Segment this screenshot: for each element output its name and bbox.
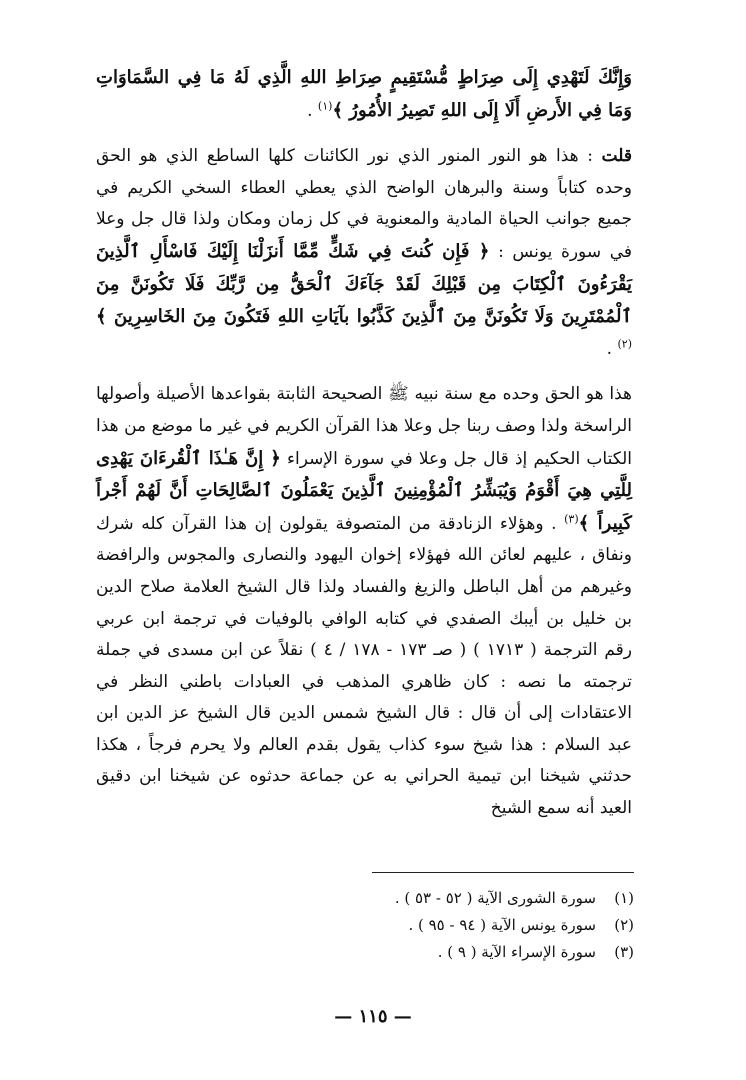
quran-verse: وَإِنَّكَ لَتَهْدِي إِلَى صِرَاطٍ مُّسْتَقِيمٍ صِرَاطِ اللهِ الَّذِي لَهُ مَا فِي السَّمَاوَاتِ وَمَا فِي الأَرضِ أَلَا إِلَى اللهِ تَصِيرُ الأُمُورُ ﴾ (96, 67, 632, 121)
footnote-number: (١) (614, 889, 634, 907)
paragraph-3 (96, 379, 632, 824)
footnote-number: (٣) (614, 943, 634, 961)
footnote-text: سورة الإسراء الآية ( ٩ ) . (437, 943, 596, 961)
paragraph-text: . وهؤلاء الزنادقة من المتصوفة يقولون إن هذا القرآن كله شرك ونفاق ، عليهم لعائن الله فهؤلاء إخوان اليهود والنصارى والمجوس والرافضة وغيرهم من أهل الباطل والزيغ والفساد ولذا قال الشيخ العلامة صلاح الدين بن خليل بن أيبك الصفدي في كتابه الوافي بالوفيات في ترجمة ابن عربي رقم الترجمة ( ١٧١٣ ) ( صـ ١٧٣ - ١٧٨ / ٤ ) نقلاً عن ابن مسدى في جملة ترجمته ما نصه : كان ظاهري المذهب في العبادات باطني النظر في الاعتقادات إلى أن قال : قال الشيخ شمس الدين قال الشيخ عز الدين ابن عبد السلام : هذا شيخ سوء كذاب يقول بقدم العالم ولا يحرم فرجاً ، هكذا حدثني شيخنا ابن تيمية الحراني به عن جماعة حدثوه عن شيخنا ابن دقيق العيد أنه سمع الشيخ (96, 513, 633, 819)
footnote-ref: (٢) (617, 337, 632, 351)
footnote-item (300, 939, 634, 966)
footnote-item (300, 885, 634, 912)
paragraph-end: . (307, 100, 318, 121)
footnote-ref: (٣) (564, 512, 579, 526)
page-number: — ١١٥ — (334, 1006, 412, 1027)
paragraph-lead: قلت (601, 146, 632, 167)
footnote-item (300, 912, 634, 939)
footnotes (300, 885, 634, 966)
footnote-ref: (١) (317, 98, 333, 112)
paragraph-text: هذا هو الحق وحده مع سنة نبيه ﷺ الصحيحة الثابتة بقواعدها الأصيلة وأصولها الراسخة ولذا وصف ربنا جل وعلا هذا القرآن الكريم في غير ما موضع من هذا الكتاب الحكيم إذ قال جل وعلا في سورة الإسراء (96, 384, 632, 469)
paragraph-text: : هذا هو النور المنور الذي نور الكائنات كلها الساطع الذي هو الحق وحده كتاباً وسنة والبرهان الواضح الذي يعطي العطاء السخي الكريم في جميع جوانب الحياة المادية والمعنوية في كل زمان ومكان ولذا قال جل وعلا في سورة يونس : (96, 146, 632, 262)
footnote-divider (372, 872, 634, 873)
paragraph-end: . (606, 338, 618, 359)
footnote-text: سورة الشورى الآية ( ٥٢ - ٥٣ ) . (394, 889, 596, 907)
paragraph-2 (96, 141, 632, 365)
paragraph-1 (96, 62, 632, 127)
footnote-number: (٢) (614, 916, 634, 934)
footnote-text: سورة يونس الآية ( ٩٤ - ٩٥ ) . (408, 916, 596, 934)
main-text (96, 62, 632, 825)
quran-verse: ﴿ فَإِن كُنتَ فِي شَكٍّ مِّمَّا أَنزَلْنَا إِلَيْكَ فَاسْأَلِ ٱلَّذِينَ يَقْرَءُونَ ٱلْكِتَابَ مِن قَبْلِكَ لَقَدْ جَآءَكَ ٱلْحَقُّ مِن رَّبِّكَ فَلَا تَكُونَنَّ مِنَ ٱلْمُمْتَرِينَ وَلَا تَكُونَنَّ مِنَ ٱلَّذِينَ كَذَّبُوا بآيَاتِ اللهِ فَتَكُونَ مِنَ الخَاسِرِينَ ﴾ (96, 240, 632, 328)
quran-verse: ﴿ إِنَّ هَـٰذَا ٱلْقُرءَانَ يَهْدِى لِلَّتِي هِيَ أَقْوَمُ وَيُبَشِّرُ ٱلْمُؤْمِنِينَ ٱلَّذِينَ يَعْمَلُونَ ٱلصَّالِحَاتِ أَنَّ لَهُمْ أَجْراً كَبِيراً ﴾ (96, 447, 633, 534)
